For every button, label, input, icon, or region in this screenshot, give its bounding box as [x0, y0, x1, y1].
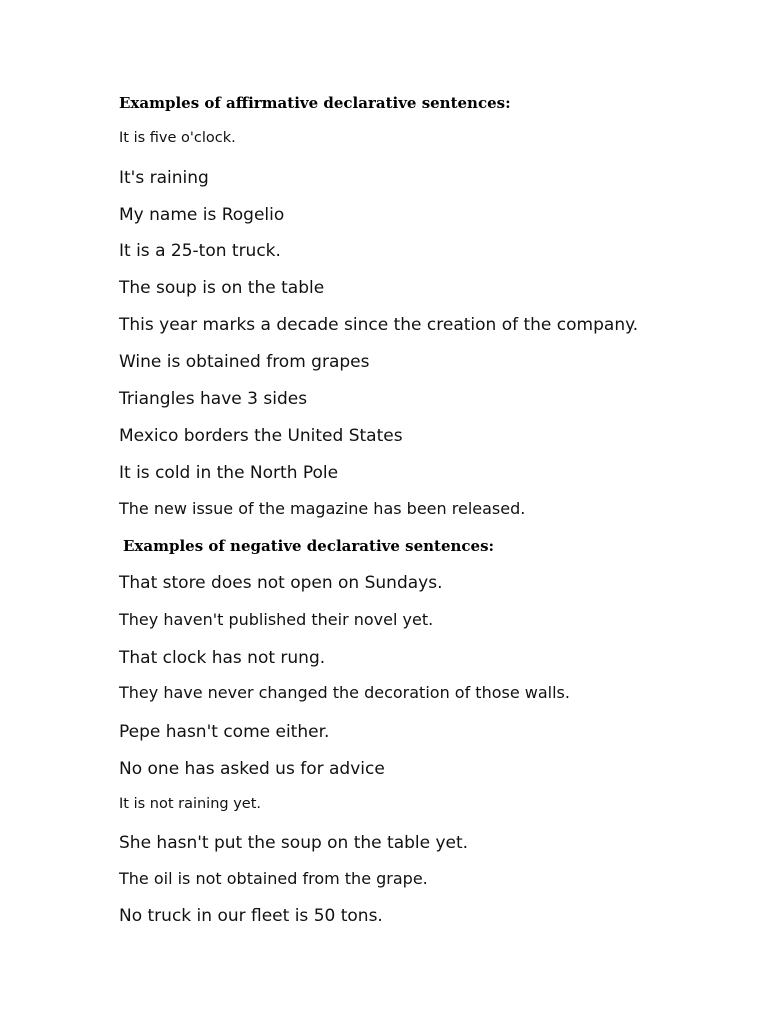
negative-sentence: No one has asked us for advice	[119, 759, 385, 779]
affirmative-sentence: The soup is on the table	[119, 278, 325, 298]
affirmative-sentence: The new issue of the magazine has been released.	[119, 499, 526, 518]
affirmative-sentence: Wine is obtained from grapes	[119, 352, 370, 372]
affirmative-heading: Examples of affirmative declarative sentences:	[119, 94, 511, 112]
negative-sentence: They have never changed the decoration of those walls.	[119, 683, 570, 702]
affirmative-sentence: It's raining	[119, 168, 209, 188]
negative-sentence: That clock has not rung.	[119, 648, 326, 668]
negative-sentence: It is not raining yet.	[119, 796, 262, 812]
affirmative-sentence: It is five o'clock.	[119, 130, 236, 146]
affirmative-sentence: This year marks a decade since the creation of the company.	[119, 315, 639, 335]
affirmative-sentence: Triangles have 3 sides	[119, 389, 308, 409]
affirmative-sentence: It is cold in the North Pole	[119, 463, 339, 483]
affirmative-sentence: It is a 25-ton truck.	[119, 241, 281, 261]
negative-heading: Examples of negative declarative sentences:	[123, 537, 495, 555]
affirmative-sentence: My name is Rogelio	[119, 205, 285, 225]
negative-sentence: The oil is not obtained from the grape.	[119, 869, 428, 888]
negative-sentence: She hasn't put the soup on the table yet.	[119, 833, 469, 853]
negative-sentence: No truck in our fleet is 50 tons.	[119, 906, 383, 926]
affirmative-sentence: Mexico borders the United States	[119, 426, 403, 446]
negative-sentence: They haven't published their novel yet.	[119, 610, 434, 629]
negative-sentence: That store does not open on Sundays.	[119, 573, 443, 593]
negative-sentence: Pepe hasn't come either.	[119, 722, 330, 742]
